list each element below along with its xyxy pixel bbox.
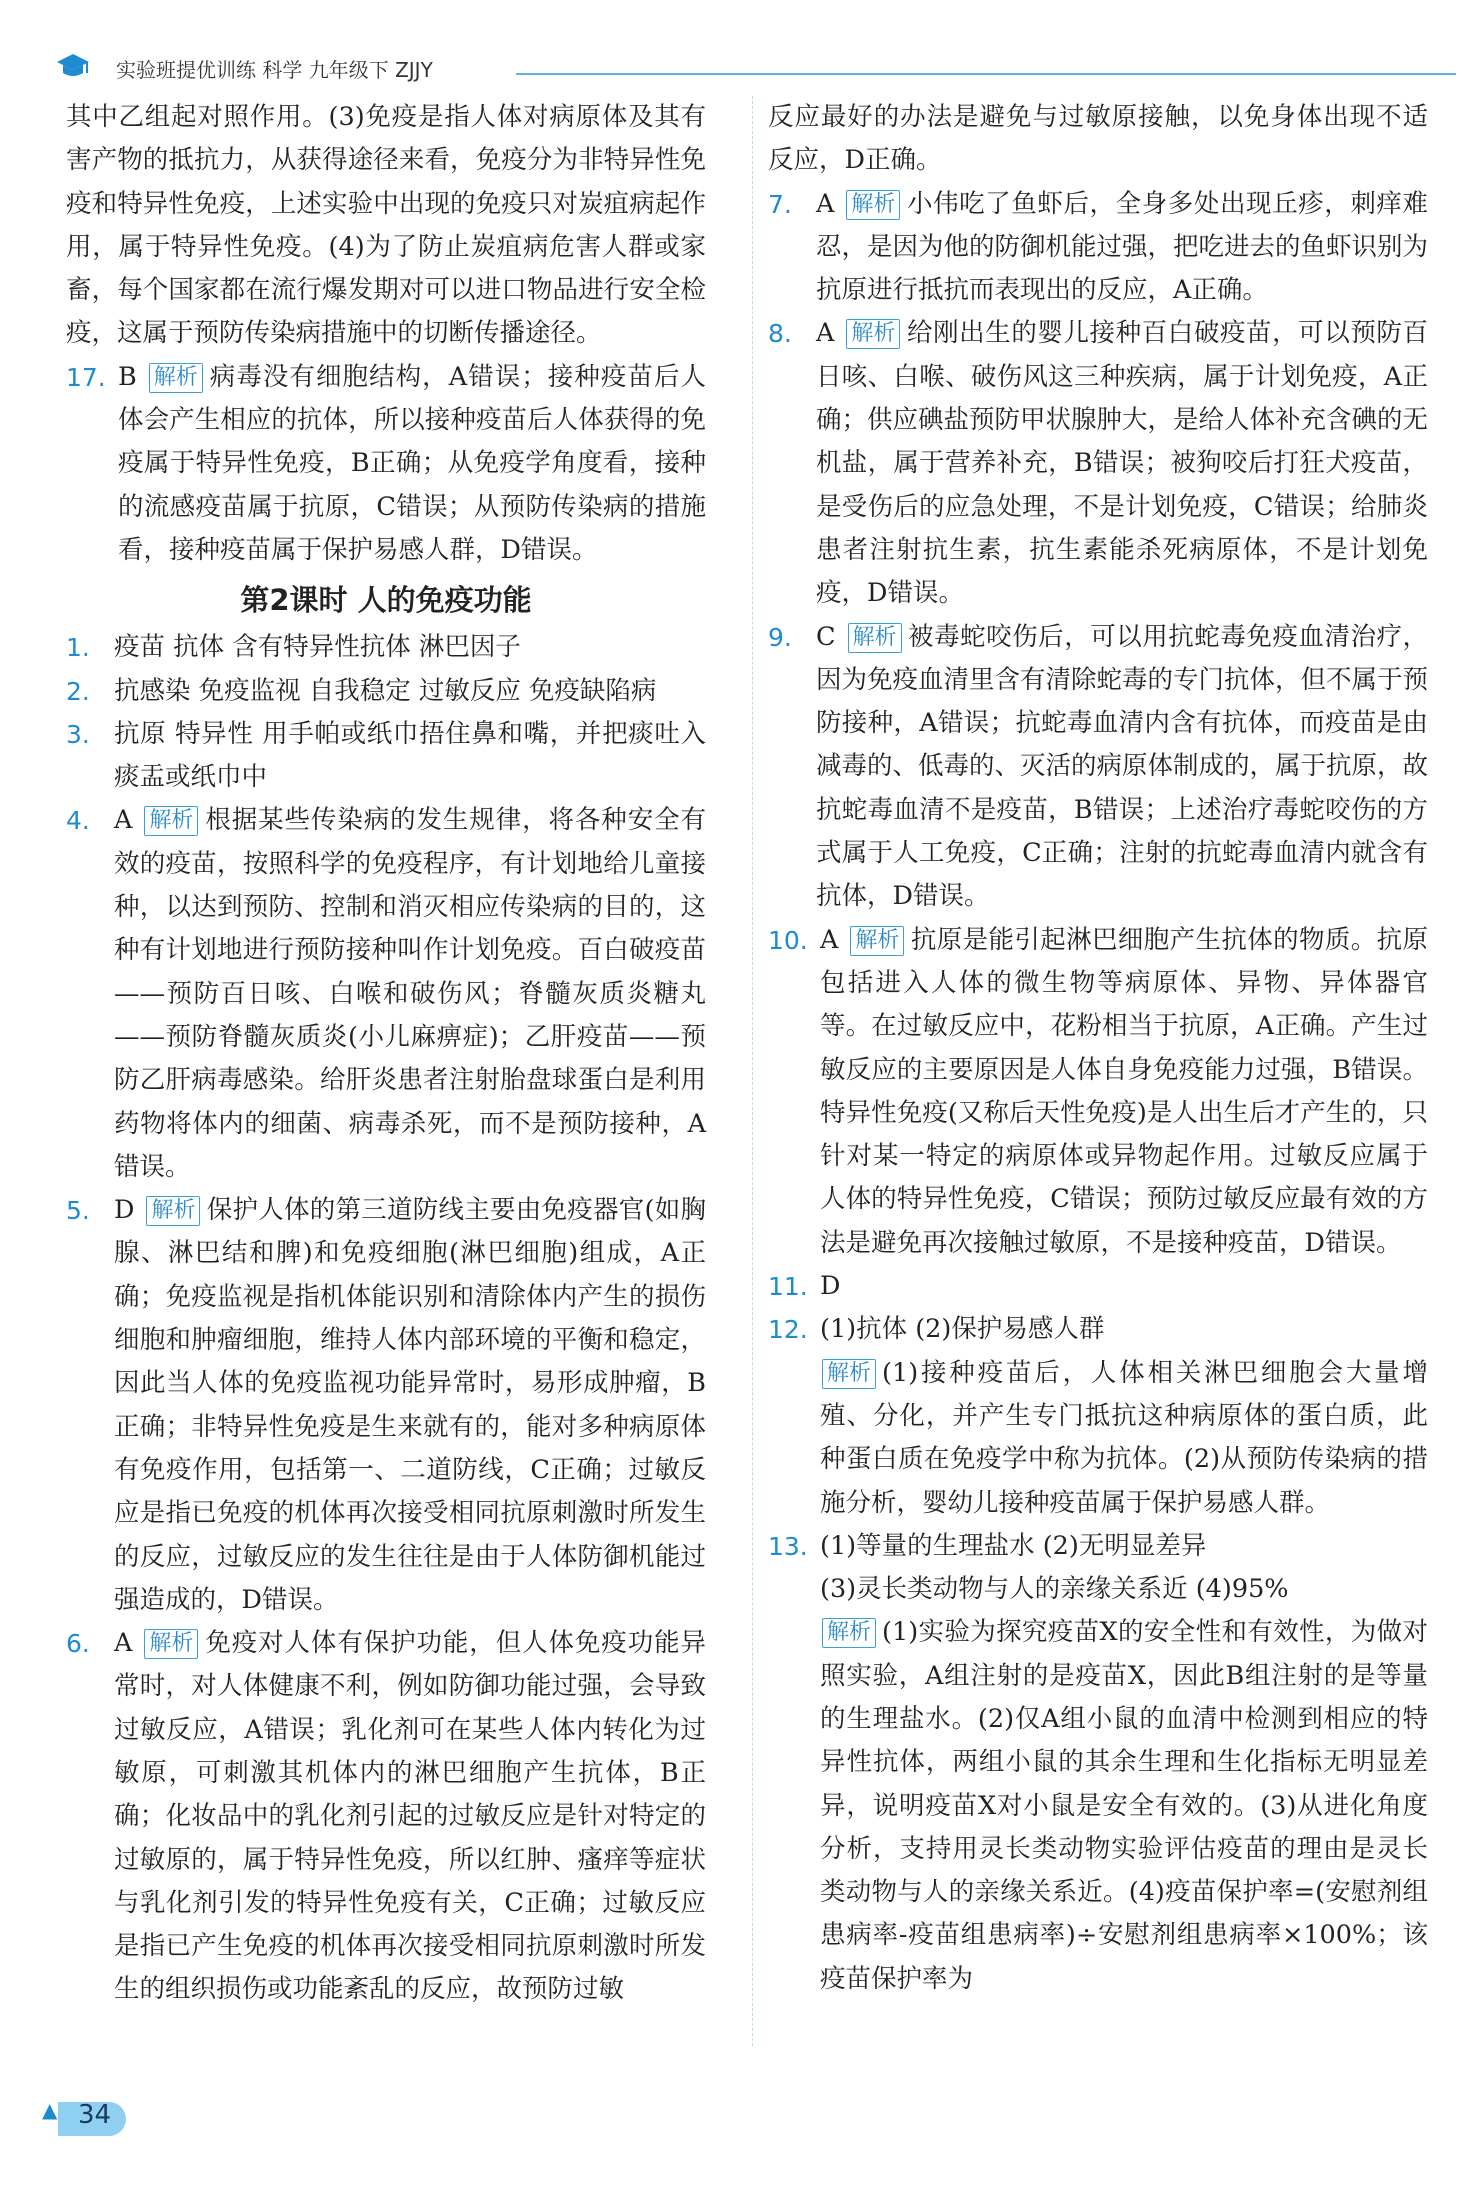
answer-text: 抗感染 免疫监视 自我稳定 过敏反应 免疫缺陷病 (114, 675, 657, 706)
question-number: 10. (768, 925, 808, 955)
question-9 (768, 616, 1428, 919)
question-number: 11. (768, 1272, 808, 1302)
analysis-text: 给刚出生的婴儿接种百白破疫苗，可以预防百日咳、白喉、破伤风这三种疾病，属于计划免疫，A正确；供应碘盐预防甲状腺肿大，是给人体补充含碘的无机盐，属于营养补充，B错误；被狗咬后打狂犬疫苗，是受伤后的应急处理，不是计划免疫，C错误；给肺炎患者注射抗生素，抗生素能杀死病原体，不是计划免疫，D错误。 (816, 318, 1429, 609)
analysis-text: 根据某些传染病的发生规律，将各种安全有效的疫苗，按照科学的免疫程序，有计划地给儿童接种，以达到预防、控制和消灭相应传染病的目的，这种有计划地进行预防接种叫作计划免疫。百白破疫苗——预防百日咳、白喉和破伤风；脊髓灰质炎糖丸——预防脊髓灰质炎(小儿麻痹症)；乙肝疫苗——预防乙肝病毒感染。给肝炎患者注射胎盘球蛋白是利用药物将体内的细菌、病毒杀死，而不是预防接种，A错误。 (114, 805, 706, 1182)
arrow-icon: ▲ (42, 2098, 58, 2122)
question-number: 2. (66, 676, 90, 706)
question-4 (66, 799, 706, 1189)
right-column (768, 96, 1428, 2001)
header-rule (516, 73, 1456, 75)
answer: B (118, 361, 137, 392)
answer: A (820, 924, 839, 955)
answer-text: 抗原 特异性 用手帕或纸巾捂住鼻和嘴，并把痰吐入痰盂或纸巾中 (114, 718, 706, 793)
answer-text: D (820, 1271, 841, 1302)
question-5 (66, 1189, 706, 1622)
question-number: 6. (66, 1629, 90, 1659)
analysis-text: (1)接种疫苗后，人体相关淋巴细胞会大量增殖、分化，并产生专门抵抗这种病原体的蛋白质，此种蛋白质在免疫学中称为抗体。(2)从预防传染病的措施分析，婴幼儿接种疫苗属于保护易感人群。 (820, 1357, 1428, 1518)
graduation-cap-icon (56, 52, 90, 82)
question-1 (66, 626, 706, 669)
question-7 (768, 183, 1428, 313)
question-number: 9. (768, 622, 792, 652)
analysis-text: 保护人体的第三道防线主要由免疫器官(如胸腺、淋巴结和脾)和免疫细胞(淋巴细胞)组成，A正确；免疫监视是指机体能识别和清除体内产生的损伤细胞和肿瘤细胞，维持人体内部环境的平衡和稳定，因此当人体的免疫监视功能异常时，易形成肿瘤，B正确；非特异性免疫是生来就有的，能对多种病原体有免疫作用，包括第一、二道防线，C正确；过敏反应是指已免疫的机体再次接受相同抗原刺激时所发生的反应，过敏反应的发生往往是由于人体防御机能过强造成的，D错误。 (114, 1195, 706, 1615)
section-title: 第2课时 人的免疫功能 (240, 583, 532, 618)
analysis-tag: 解析 (822, 1359, 876, 1389)
question-3 (66, 713, 706, 800)
question-number: 3. (66, 719, 90, 749)
answer: A (816, 318, 835, 349)
column-divider (752, 96, 753, 2046)
question-11 (768, 1265, 1428, 1308)
question-2 (66, 670, 706, 713)
answer: A (114, 805, 133, 836)
analysis-text: 被毒蛇咬伤后，可以用抗蛇毒免疫血清治疗，因为免疫血清里含有清除蛇毒的专门抗体，但不属于预防接种，A错误；抗蛇毒血清内含有抗体，而疫苗是由减毒的、低毒的、灭活的病原体制成的，属于抗原，故抗蛇毒血清不是疫苗，B错误；上述治疗毒蛇咬伤的方式属于人工免疫，C正确；注射的抗蛇毒血清内就含有抗体，D错误。 (816, 621, 1429, 912)
analysis-tag: 解析 (848, 623, 902, 653)
question-number: 7. (768, 189, 792, 219)
header-title: 实验班提优训练 科学 九年级下 ZJJY (116, 58, 433, 82)
analysis-tag: 解析 (144, 1629, 198, 1659)
question-number: 13. (768, 1531, 808, 1561)
question-number: 5. (66, 1196, 90, 1226)
page-header (56, 48, 1416, 88)
intro-paragraph: 其中乙组起对照作用。(3)免疫是指人体对病原体及其有害产物的抵抗力，从获得途径来看，免疫分为非特异性免疫和特异性免疫，上述实验中出现的免疫只对炭疽病起作用，属于特异性免疫。(4)为了防止炭疽病危害人群或家畜，每个国家都在流行爆发期对可以进口物品进行安全检疫，这属于预防传染病措施中的切断传播途径。 (66, 102, 706, 349)
analysis-text: 小伟吃了鱼虾后，全身多处出现丘疹，刺痒难忍，是因为他的防御机能过强，把吃进去的鱼虾识别为抗原进行抵抗而表现出的反应，A正确。 (816, 188, 1429, 306)
continued-paragraph: 反应最好的办法是避免与过敏原接触，以免身体出现不适反应，D正确。 (768, 102, 1428, 176)
analysis-tag: 解析 (146, 1196, 200, 1226)
analysis-tag: 解析 (144, 806, 198, 836)
question-number: 4. (66, 806, 90, 836)
answer-text: 疫苗 抗体 含有特异性抗体 淋巴因子 (114, 632, 521, 663)
analysis-text: 抗原是能引起淋巴细胞产生抗体的物质。抗原包括进入人体的微生物等病原体、异物、异体器官等。在过敏反应中，花粉相当于抗原，A正确。产生过敏反应的主要原因是人体自身免疫能力过强，B错误。特异性免疫(又称后天性免疫)是人出生后才产生的，只针对某一特定的病原体或异物起作用。过敏反应属于人体的特异性免疫，C错误；预防过敏反应最有效的方法是避免再次接触过敏原，不是接种疫苗，D错误。 (820, 924, 1428, 1258)
analysis-tag: 解析 (846, 319, 900, 349)
page-number-badge (40, 2096, 130, 2140)
answer-line-1: (1)等量的生理盐水 (2)无明显差异 (820, 1530, 1207, 1561)
analysis-text: 病毒没有细胞结构，A错误；接种疫苗后人体会产生相应的抗体，所以接种疫苗后人体获得的免疫属于特异性免疫，B正确；从免疫学角度看，接种的流感疫苗属于抗原，C错误；从预防传染病的措施看，接种疫苗属于保护易感人群，D错误。 (118, 361, 706, 565)
question-8 (768, 312, 1428, 615)
analysis-tag: 解析 (850, 926, 904, 956)
answer: A (816, 188, 835, 219)
answer-line-2: (3)灵长类动物与人的亲缘关系近 (4)95% (820, 1574, 1289, 1605)
question-13 (768, 1525, 1428, 2001)
question-17 (66, 356, 706, 572)
question-6 (66, 1622, 706, 2012)
analysis-text: (1)实验为探究疫苗X的安全性和有效性，为做对照实验，A组注射的是疫苗X，因此B组注射的是等量的生理盐水。(2)仅A组小鼠的血清中检测到相应的特异性抗体，两组小鼠的其余生理和生化指标无明显差异，说明疫苗X对小鼠是安全有效的。(3)从进化角度分析，支持用灵长类动物实验评估疫苗的理由是灵长类动物与人的亲缘关系近。(4)疫苗保护率=(安慰剂组患病率-疫苗组患病率)÷安慰剂组患病率×100%；该疫苗保护率为 (820, 1617, 1428, 1994)
answer: C (816, 621, 836, 652)
analysis-block (820, 1352, 1428, 1525)
page-number: 34 (78, 2100, 112, 2130)
answer: A (114, 1628, 133, 1659)
analysis-tag: 解析 (149, 363, 203, 393)
question-number: 12. (768, 1315, 808, 1345)
answer-text: (1)抗体 (2)保护易感人群 (820, 1314, 1105, 1345)
question-number: 1. (66, 633, 90, 663)
analysis-tag: 解析 (822, 1618, 876, 1648)
question-12 (768, 1308, 1428, 1524)
analysis-text: 免疫对人体有保护功能，但人体免疫功能异常时，对人体健康不利，例如防御功能过强，会导致过敏反应，A错误；乳化剂可在某些人体内转化为过敏原，可刺激其机体内的淋巴细胞产生抗体，B正确；化妆品中的乳化剂引起的过敏反应是针对特定的过敏原的，属于特异性免疫，所以红肿、瘙痒等症状与乳化剂引发的特异性免疫有关，C正确；过敏反应是指已产生免疫的机体再次接受相同抗原刺激时所发生的组织损伤或功能紊乱的反应，故预防过敏 (114, 1628, 706, 2005)
answer: D (114, 1195, 135, 1226)
question-number: 8. (768, 319, 792, 349)
analysis-block (820, 1611, 1428, 2001)
question-number: 17. (66, 362, 106, 392)
left-column (66, 96, 706, 2012)
analysis-tag: 解析 (846, 190, 900, 220)
question-10 (768, 919, 1428, 1265)
